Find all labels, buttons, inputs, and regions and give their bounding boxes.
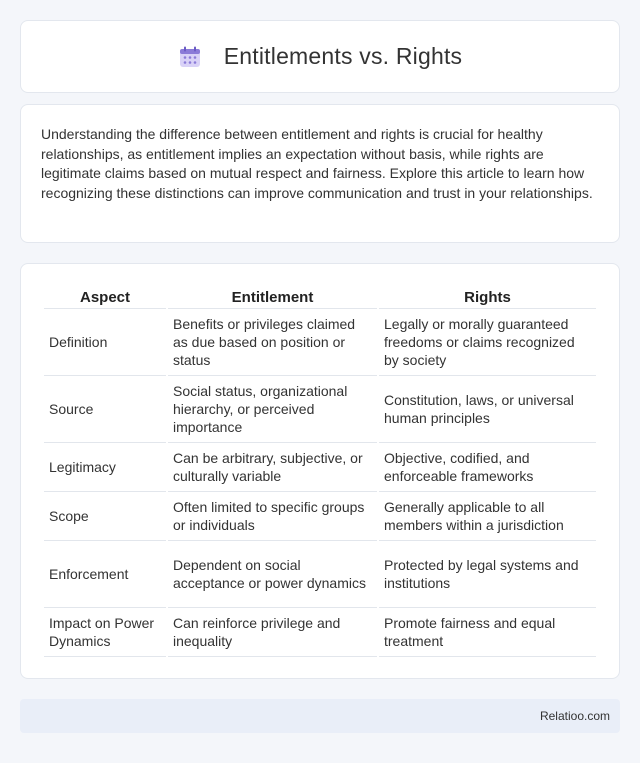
cell-rights: Promote fairness and equal treatment xyxy=(379,608,596,657)
table-row xyxy=(44,541,596,608)
intro-text: Understanding the difference between entitlement and rights is crucial for healthy relationships, as entitlement implies an expectation without basis, while rights are legitimate claims based on mutual respect and fairness. Explore this article to learn how recognizing these distinctions can improve communication and trust in your relationships. xyxy=(41,126,593,201)
table-header-row xyxy=(44,284,596,309)
cell-aspect: Source xyxy=(44,376,166,443)
comparison-table xyxy=(42,284,598,657)
cell-aspect: Enforcement xyxy=(44,541,166,608)
footer-brand[interactable]: Relatioo.com xyxy=(539,709,610,723)
calendar-icon xyxy=(178,45,202,69)
cell-entitlement: Can be arbitrary, subjective, or culturally variable xyxy=(168,443,377,492)
cell-entitlement: Often limited to specific groups or individuals xyxy=(168,492,377,541)
page-title: Entitlements vs. Rights xyxy=(223,43,463,69)
cell-entitlement: Social status, organizational hierarchy, or perceived importance xyxy=(168,376,377,443)
title-card xyxy=(20,20,620,93)
cell-rights: Objective, codified, and enforceable frameworks xyxy=(379,443,596,492)
table-card xyxy=(20,263,620,679)
table-row xyxy=(44,309,596,376)
cell-aspect: Legitimacy xyxy=(44,443,166,492)
table-row xyxy=(44,492,596,541)
cell-aspect: Scope xyxy=(44,492,166,541)
cell-rights: Protected by legal systems and institutions xyxy=(379,541,596,608)
cell-aspect: Impact on Power Dynamics xyxy=(44,608,166,657)
cell-entitlement: Can reinforce privilege and inequality xyxy=(168,608,377,657)
intro-card xyxy=(20,104,620,243)
cell-aspect: Definition xyxy=(44,309,166,376)
cell-rights: Generally applicable to all members within a jurisdiction xyxy=(379,492,596,541)
cell-entitlement: Dependent on social acceptance or power dynamics xyxy=(168,541,377,608)
table-row xyxy=(44,608,596,657)
cell-rights: Legally or morally guaranteed freedoms or claims recognized by society xyxy=(379,309,596,376)
header-aspect: Aspect xyxy=(44,284,166,309)
cell-entitlement: Benefits or privileges claimed as due based on position or status xyxy=(168,309,377,376)
header-rights: Rights xyxy=(379,284,596,309)
table-row xyxy=(44,376,596,443)
cell-rights: Constitution, laws, or universal human principles xyxy=(379,376,596,443)
header-entitlement: Entitlement xyxy=(168,284,377,309)
table-row xyxy=(44,443,596,492)
footer xyxy=(20,699,620,733)
